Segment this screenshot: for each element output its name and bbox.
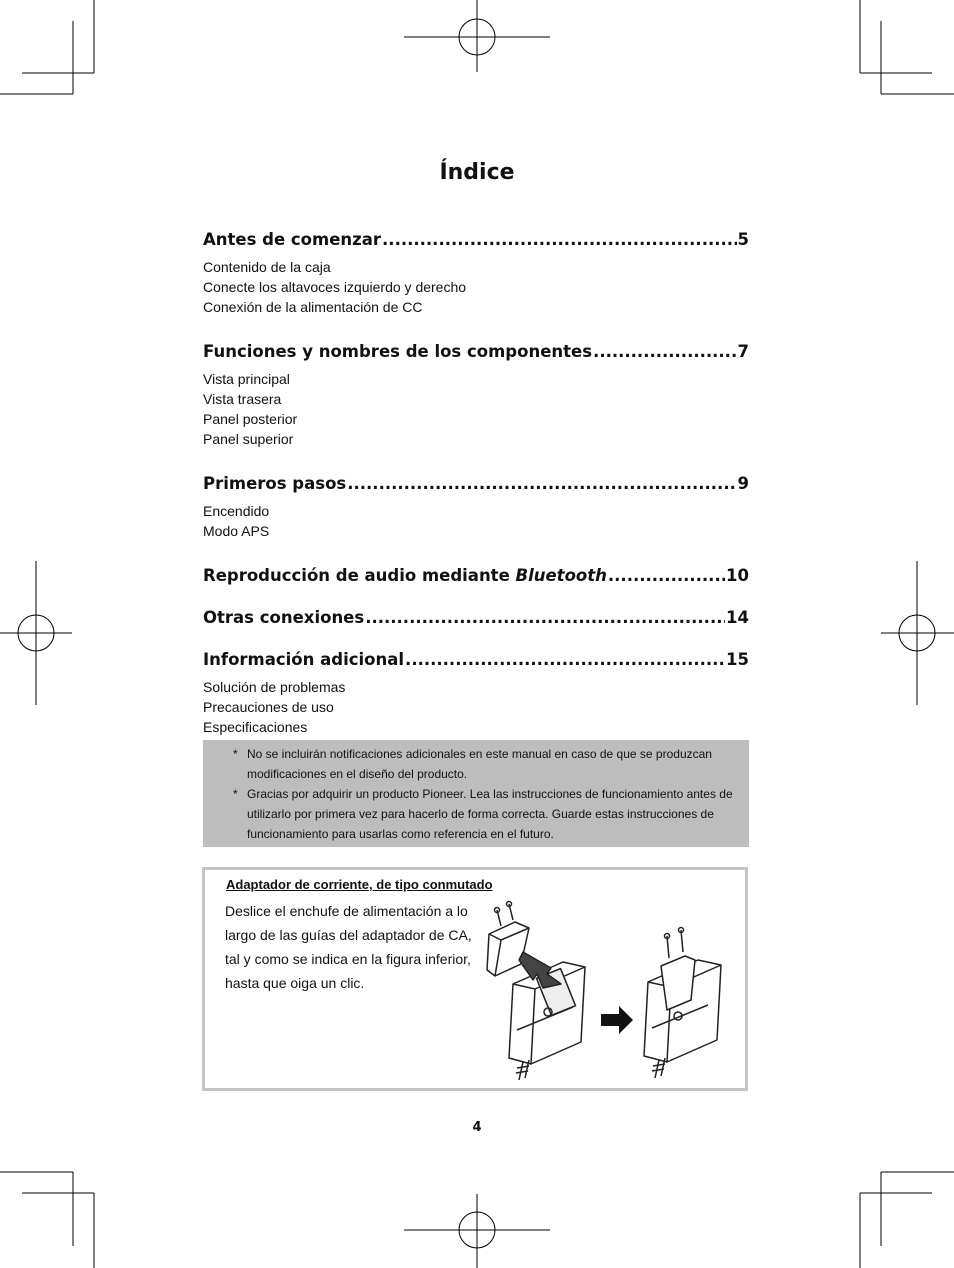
toc-heading[interactable]	[203, 339, 749, 365]
toc-subitem: Modo APS	[203, 523, 270, 539]
toc-heading-title: Otras conexiones	[203, 608, 365, 627]
toc-heading-italic: Bluetooth	[515, 566, 607, 585]
toc-subitem: Encendido	[203, 503, 270, 519]
notes-box	[203, 740, 749, 847]
toc-section	[203, 227, 749, 317]
note-text: Gracias por adquirir un producto Pioneer. Lea las instrucciones de funcionamiento antes de utilizarlo por primera vez para hacerlo de forma correcta. Guarde estas instrucciones de funcionamiento para usarlas como referencia en el futuro.	[247, 787, 733, 841]
toc-section	[203, 471, 749, 541]
toc-subitem: Contenido de la caja	[203, 259, 331, 275]
toc-subitem: Conecte los altavoces izquierdo y derecho	[203, 279, 467, 295]
toc-subitem: Panel posterior	[203, 411, 298, 427]
toc-subitem: Vista trasera	[203, 391, 282, 407]
adapter-heading: Adaptador de corriente, de tipo conmutado	[226, 877, 493, 892]
toc-subitem: Solución de problemas	[203, 679, 346, 695]
adapter-illustration	[483, 892, 745, 1082]
toc-leader	[405, 647, 725, 673]
toc-subitem: Especificaciones	[203, 719, 308, 735]
toc-heading-title: Antes de comenzar	[203, 230, 382, 249]
toc-heading-title: Funciones y nombres de los componentes	[203, 342, 593, 361]
page-number: 4	[472, 1120, 482, 1135]
toc-section	[203, 647, 749, 737]
note-marker: *	[233, 747, 238, 761]
toc-subitem: Vista principal	[203, 371, 290, 387]
adapter-instructions: Deslice el enchufe de alimentación a lo largo de las guías del adaptador de CA, tal y como se indica en la figura inferior, hasta que oiga un clic.	[225, 903, 472, 991]
toc-subitem: Precauciones de uso	[203, 699, 334, 715]
toc-section	[203, 563, 749, 589]
toc-page-number: 10	[726, 566, 749, 585]
note-text: No se incluirán notificaciones adicionales en este manual en caso de que se produzcan modificaciones en el diseño del producto.	[247, 747, 712, 781]
adapter-box	[202, 867, 748, 1091]
page-title: Índice	[439, 160, 515, 185]
toc-leader	[608, 563, 725, 589]
toc-heading[interactable]	[203, 471, 749, 497]
toc-subitem: Panel superior	[203, 431, 294, 447]
toc-leader	[347, 471, 736, 497]
note-item	[233, 784, 733, 844]
toc-page-number: 5	[737, 230, 749, 249]
toc-page-number: 7	[737, 342, 749, 361]
table-of-contents	[203, 227, 749, 759]
toc-page-number: 15	[726, 650, 749, 669]
toc-heading[interactable]	[203, 563, 749, 589]
toc-heading[interactable]	[203, 605, 749, 631]
note-marker: *	[233, 787, 238, 801]
toc-page-number: 14	[726, 608, 749, 627]
arrow-right-icon	[601, 1006, 633, 1034]
toc-heading-title: Información adicional	[203, 650, 405, 669]
toc-page-number: 9	[737, 474, 749, 493]
toc-leader	[593, 339, 736, 365]
toc-heading[interactable]	[203, 647, 749, 673]
toc-heading-title: Reproducción de audio mediante Bluetooth	[203, 566, 607, 585]
toc-heading-title: Primeros pasos	[203, 474, 347, 493]
toc-leader	[365, 605, 725, 631]
note-item	[233, 744, 733, 784]
toc-section	[203, 605, 749, 631]
toc-section	[203, 339, 749, 449]
toc-heading[interactable]	[203, 227, 749, 253]
toc-leader	[382, 227, 736, 253]
toc-subitem: Conexión de la alimentación de CC	[203, 299, 423, 315]
